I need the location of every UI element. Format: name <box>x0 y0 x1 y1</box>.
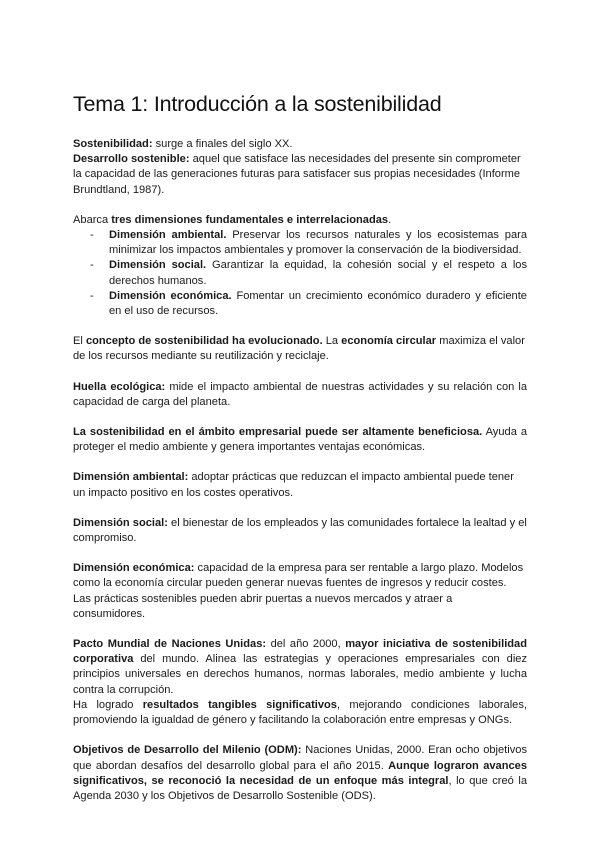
dimensions-list <box>73 228 527 319</box>
definition-text: surge a finales del siglo XX. <box>152 138 293 150</box>
list-term: Dimensión social. <box>109 259 207 272</box>
bold-span: tres dimensiones fundamentales e interrelacionadas <box>111 213 389 226</box>
paragraph-dimension-ambiental <box>73 470 527 500</box>
list-text: Garantizar la equidad, la cohesión social y el respeto a los derechos humanos. <box>109 259 528 287</box>
paragraph-pacto-mundial <box>73 637 527 698</box>
paragraph-resultados <box>73 698 527 728</box>
text-span: maximiza el valor de los recursos mediante su reutilización y reciclaje. <box>73 335 525 363</box>
text-span: , mejorando condiciones laborales, promoviendo la igualdad de género y facilitando la colaboración entre empresas y ONGs. <box>73 698 527 727</box>
definition-text: adoptar prácticas que reduzcan el impacto ambiental puede tener un impacto positivo en los costes operativos. <box>73 471 514 499</box>
term-pacto-mundial: Pacto Mundial de Naciones Unidas: <box>73 638 267 651</box>
term-huella-ecologica: Huella ecológica: <box>73 380 166 393</box>
text-span: Ayuda a proteger el medio ambiente y genera importantes ventajas económicas. <box>73 426 527 454</box>
dash-bullet: - <box>90 229 94 242</box>
document-body <box>73 137 527 804</box>
list-item <box>90 289 527 319</box>
list-term: Dimensión ambiental. <box>109 229 227 242</box>
text-span: del año 2000, <box>266 638 346 651</box>
text-span: del mundo. Alinea las estrategias y operaciones empresariales con diez principios universales en derechos humanos, normas laborales, medio ambiente y lucha contra la corrupción. <box>73 653 527 696</box>
bold-span: resultados tangibles significativos <box>142 698 337 711</box>
term-desarrollo-sostenible: Desarrollo sostenible: <box>73 153 190 166</box>
definition-text: el bienestar de los empleados y las comunidades fortalece la lealtad y el compromiso. <box>73 516 527 545</box>
paragraph-desarrollo-sostenible <box>73 152 527 198</box>
text-span: Abarca <box>73 213 112 226</box>
term-dimension-economica: Dimensión económica: <box>73 562 195 575</box>
text-span: , lo que creó la Agenda 2030 y los Objetivos de Desarrollo Sostenible (ODS). <box>73 774 527 802</box>
dash-bullet: - <box>90 289 94 302</box>
paragraph-abarca <box>73 213 527 228</box>
term-dimension-social: Dimensión social: <box>73 516 168 529</box>
text-span: . <box>388 213 392 226</box>
text-span: La <box>322 335 342 348</box>
term-odm: Objetivos de Desarrollo del Milenio (ODM): <box>73 744 302 757</box>
list-text: Preservar los recursos naturales y los ecosistemas para minimizar los impactos ambientales y promover la conservación de la biodiversidad. <box>109 229 527 257</box>
bold-span: mayor iniciativa de sostenibilidad corporativa <box>73 638 528 666</box>
list-item <box>90 258 528 288</box>
definition-text: mide el impacto ambiental de nuestras actividades y su relación con la capacidad de carga del planeta. <box>73 380 528 408</box>
paragraph-dimension-social <box>73 516 527 546</box>
paragraph-sostenibilidad <box>73 137 527 152</box>
paragraph-dimension-economica <box>73 561 527 622</box>
bold-span: concepto de sostenibilidad ha evolucionado. <box>85 335 323 348</box>
text-span: Naciones Unidas, 2000. Eran ocho objetivos que abordan desafíos del desarrollo global para el año 2015. <box>73 744 527 772</box>
bold-span: La sostenibilidad en el ámbito empresarial puede ser altamente beneficiosa. <box>73 426 483 439</box>
paragraph-empresarial <box>73 425 527 455</box>
bold-span: economía circular <box>341 335 437 348</box>
term-dimension-ambiental: Dimensión ambiental: <box>73 471 189 484</box>
dash-bullet: - <box>90 259 94 272</box>
term-sostenibilidad: Sostenibilidad: <box>73 138 153 150</box>
definition-text: aquel que satisface las necesidades del presente sin comprometer la capacidad de las generaciones futuras para satisfacer sus propias necesidades (Informe Brundtland, 1987). <box>73 153 521 196</box>
paragraph-huella-ecologica <box>73 380 527 410</box>
text-span: Ha logrado <box>73 698 143 711</box>
paragraph-odm <box>73 743 527 804</box>
bold-span: Aunque lograron avances significativos, se reconoció la necesidad de un enfoque más integral <box>73 759 528 787</box>
list-term: Dimensión económica. <box>109 289 232 302</box>
list-text: Fomentar un crecimiento económico duradero y eficiente en el uso de recursos. <box>109 289 527 318</box>
list-item <box>90 228 527 258</box>
definition-text: capacidad de la empresa para ser rentable a largo plazo. Modelos como la economía circular pueden generar nuevas fuentes de ingresos y reducir costes. Las prácticas sostenibles pueden abrir puertas a nuevos mercados y atraer a consumidores. <box>73 562 524 620</box>
text-span: El <box>73 335 86 348</box>
page-title: Tema 1: Introducción a la sostenibilidad <box>73 92 442 116</box>
paragraph-concepto <box>73 334 527 364</box>
